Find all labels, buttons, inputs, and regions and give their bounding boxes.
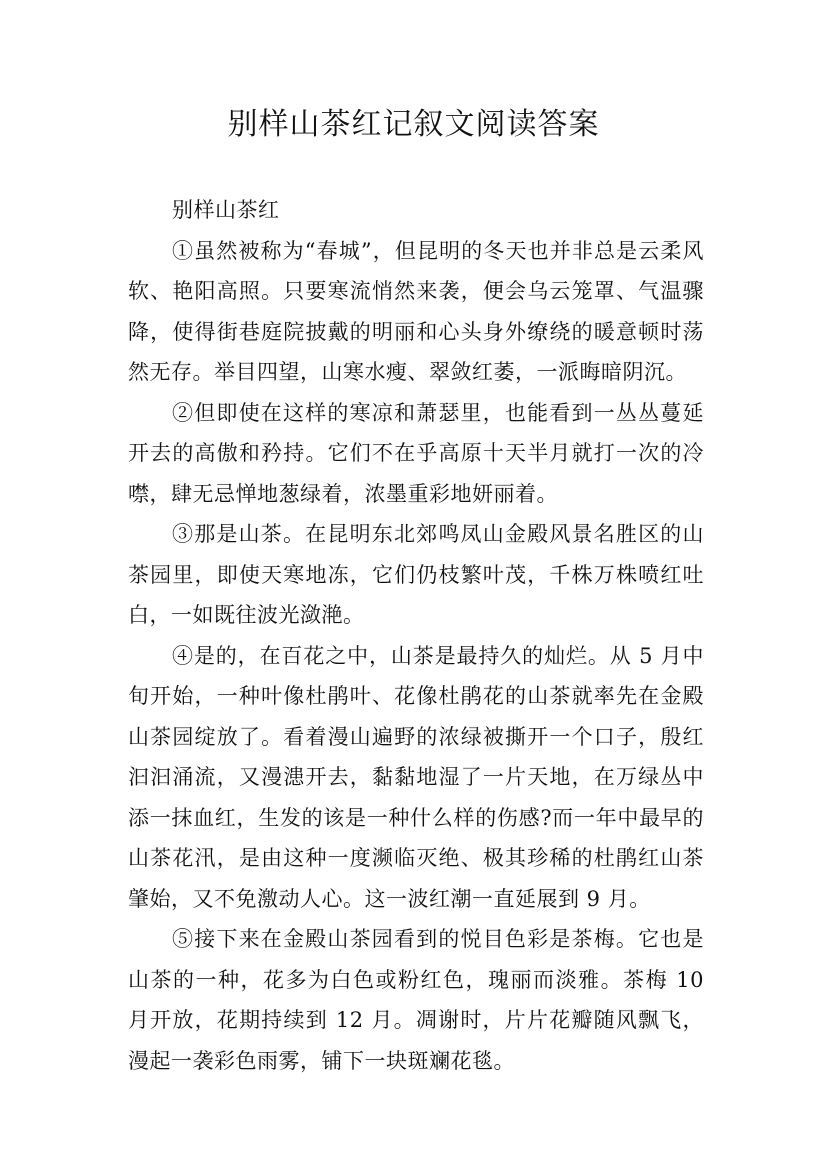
document-title: 别样山茶红记叙文阅读答案 bbox=[227, 107, 600, 142]
article-body bbox=[128, 190, 704, 1081]
paragraph-4: ④是的，在百花之中，山茶是最持久的灿烂。从 5 月中旬开始，一种叶像杜鹃叶、花像杜鹃花的山茶就率先在金殿山茶园绽放了。看着漫山遍野的浓绿被撕开一个口子，殷红汩汩涌流，又漫漶开去，黏黏地湿了一片天地，在万绿丛中添一抹血红，生发的该是一种什么样的伤感?而一年中最早的山茶花汛，是由这种一度濒临灭绝、极其珍稀的杜鹃红山茶肇始，又不免激动人心。这一波红潮一直延展到 9 月。 bbox=[128, 643, 704, 911]
paragraph-5: ⑤接下来在金殿山茶园看到的悦目色彩是茶梅。它也是山茶的一种，花多为白色或粉红色，瑰丽而淡雅。茶梅 10 月开放，花期持续到 12 月。凋谢时，片片花瓣随风飘飞，漫起一袭彩色雨雾，铺下一块斑斓花毯。 bbox=[128, 927, 704, 1073]
paragraph-3: ③那是山茶。在昆明东北郊鸣凤山金殿风景名胜区的山茶园里，即使天寒地冻，它们仍枝繁叶茂，千株万株喷红吐白，一如既往波光潋滟。 bbox=[128, 522, 704, 627]
paragraph-2: ②但即使在这样的寒凉和萧瑟里，也能看到一丛丛蔓延开去的高傲和矜持。它们不在乎高原十天半月就打一次的冷噤，肆无忌惮地葱绿着，浓墨重彩地妍丽着。 bbox=[128, 400, 704, 506]
paragraph-1: ①虽然被称为“春城”，但昆明的冬天也并非总是云柔风软、艳阳高照。只要寒流悄然来袭，便会乌云笼罩、气温骤降，使得街巷庭院披戴的明丽和心头身外缭绕的暖意顿时荡然无存。举目四望，山寒水瘦、翠敛红萎，一派晦暗阴沉。 bbox=[128, 238, 704, 384]
article-subheading: 别样山茶红 bbox=[172, 198, 280, 222]
